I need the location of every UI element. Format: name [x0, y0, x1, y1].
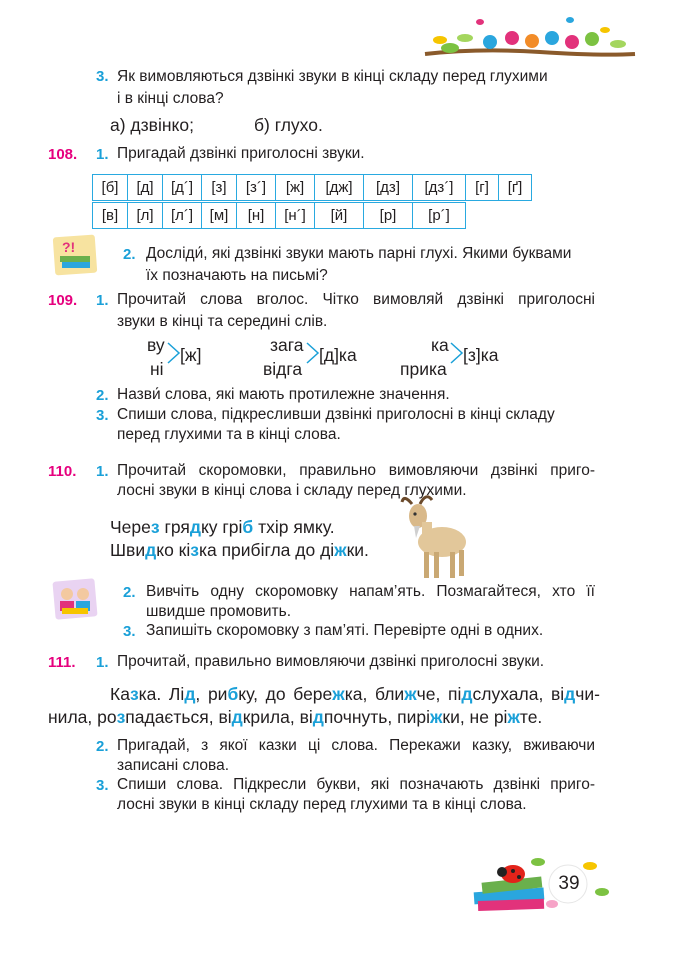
task-text: Спиши слова, підкресливши дзвінкі приголосні в кінці складу: [117, 406, 555, 423]
sound-cell: [д]: [128, 175, 163, 201]
text-segment: те.: [519, 707, 543, 727]
sound-cell: [м]: [202, 203, 237, 229]
sound-cell: [ж]: [276, 175, 315, 201]
text-segment: тхір ямку.: [253, 517, 335, 537]
task-text: Назви́ слова, які мають протилежне значення.: [117, 386, 450, 403]
highlighted-letter: б: [242, 517, 254, 537]
highlighted-letter: д: [231, 707, 243, 727]
highlighted-letter: ж: [334, 540, 347, 560]
task-text: перед глухими та в кінці слова.: [117, 426, 341, 443]
task-text: звуки в кінці та середині слів.: [117, 313, 328, 330]
bracket-connector: [306, 340, 320, 366]
highlighted-letter: з: [129, 684, 139, 704]
sound-cell: [ґ]: [499, 175, 532, 201]
task-text: лосні звуки в кінці слова і складу перед глухими.: [117, 482, 467, 499]
text-segment: ка. Лі: [138, 684, 185, 704]
page-number: 39: [558, 873, 580, 894]
task-number: 2.: [96, 738, 109, 755]
tongue-twister-2: [110, 537, 369, 563]
sound-cell: [дз]: [364, 175, 413, 201]
task-number: 2.: [123, 584, 136, 601]
text-segment: че, пі: [416, 684, 462, 704]
exercise-number: 108.: [48, 146, 78, 163]
task-text: Прочитай слова вголос. Чітко вимовляй дзвінкі приголосні: [117, 291, 595, 308]
highlighted-letter: ж: [332, 684, 345, 704]
text-segment: Ка: [110, 684, 130, 704]
highlighted-letter: ж: [507, 707, 520, 727]
svg-text:?!: ?!: [62, 239, 76, 255]
fairy-tale-words-line2: [48, 704, 542, 730]
task-number: 1.: [96, 292, 109, 309]
task-text: записані слова.: [117, 757, 230, 774]
text-segment: ки.: [346, 540, 369, 560]
text-segment: слухала, ві: [472, 684, 565, 704]
sound-cell: [л´]: [163, 203, 202, 229]
text-segment: , ри: [195, 684, 228, 704]
text-segment: ка прибігла до ді: [198, 540, 335, 560]
sound-cell: [р]: [364, 203, 413, 229]
task-number: 3.: [123, 623, 136, 640]
task-text: Вивчіть одну скоромовку напам’ять. Позмагайтеся, хто її: [146, 583, 595, 600]
sound-cell: [з´]: [237, 175, 276, 201]
task-text: і в кінці слова?: [117, 90, 224, 107]
text-segment: почнуть, пирі: [323, 707, 430, 727]
text-segment: Чере: [110, 517, 151, 537]
bracket-connector: [167, 340, 181, 366]
sound-cell: [д´]: [163, 175, 202, 201]
sound-cell: [й]: [315, 203, 364, 229]
task-number: 3.: [96, 68, 109, 85]
group-work-icon: [52, 578, 98, 620]
text-segment: Шви: [110, 540, 146, 560]
task-text: лосні звуки в кінці складу перед глухими та в кінці слова.: [117, 796, 527, 813]
exercise-number: 109.: [48, 292, 78, 309]
word-part: ка: [431, 335, 449, 355]
sound-cell: [б]: [93, 175, 128, 201]
task-number: 1.: [96, 463, 109, 480]
highlighted-letter: б: [227, 684, 239, 704]
text-segment: падається, ві: [125, 707, 232, 727]
research-books-icon: [52, 234, 98, 276]
text-segment: ку, до бере: [238, 684, 333, 704]
sound-cell: [г]: [466, 175, 499, 201]
text-segment: ко кі: [156, 540, 191, 560]
task-text: їх позначають на письмі?: [146, 267, 328, 284]
highlighted-letter: ж: [429, 707, 443, 727]
sound-cell: [л]: [128, 203, 163, 229]
highlighted-letter: д: [312, 707, 324, 727]
birds-branch-ornament: [420, 8, 640, 68]
task-number: 3.: [96, 777, 109, 794]
text-segment: чи-: [575, 684, 600, 704]
word-part: прика: [400, 359, 447, 379]
task-number: 1.: [96, 146, 109, 163]
bracket-connector: [450, 340, 464, 366]
sound-cell: [в]: [93, 203, 128, 229]
sound-cell: [дж]: [315, 175, 364, 201]
word-part: зага: [270, 335, 304, 355]
task-number: 3.: [96, 407, 109, 424]
text-segment: нила, ро: [48, 707, 117, 727]
highlighted-letter: д: [564, 684, 576, 704]
highlighted-letter: д: [145, 540, 157, 560]
goat-illustration: [398, 494, 470, 582]
task-text: Спиши слова. Підкресли букви, які позначають дзвінкі приго-: [117, 776, 595, 793]
text-segment: ки, не рі: [442, 707, 508, 727]
highlighted-letter: з: [150, 517, 160, 537]
exercise-number: 110.: [48, 463, 77, 480]
answer-option-a: а) дзвінко;: [110, 115, 194, 135]
answer-option-b: б) глухо.: [254, 115, 323, 135]
highlighted-letter: ж: [404, 684, 417, 704]
highlighted-letter: з: [190, 540, 199, 560]
voiced-sounds-table-row1: [92, 174, 532, 201]
task-text: Прочитай скоромовки, правильно вимовляючи дзвінкі приго-: [117, 462, 595, 479]
task-text: Як вимовляються дзвінкі звуки в кінці складу перед глухими: [117, 68, 548, 85]
word-part: ву: [147, 335, 165, 355]
highlighted-letter: д: [184, 684, 196, 704]
word-sound: [з]ка: [463, 345, 499, 365]
task-number: 2.: [123, 246, 136, 263]
sound-cell: [р´]: [413, 203, 466, 229]
highlighted-letter: з: [116, 707, 126, 727]
sound-cell: [дз´]: [413, 175, 466, 201]
task-number: 2.: [96, 387, 109, 404]
text-segment: гря: [159, 517, 190, 537]
highlighted-letter: д: [189, 517, 201, 537]
task-text: Пригадай, з якої казки ці слова. Перекажи казку, вживаючи: [117, 737, 595, 754]
voiced-sounds-table-row2: [92, 202, 466, 229]
highlighted-letter: д: [461, 684, 473, 704]
task-number: 1.: [96, 654, 109, 671]
task-text: Дослiди́, які дзвінкі звуки мають парні глухі. Якими буквами: [146, 245, 572, 262]
task-text: швидше промовить.: [146, 603, 292, 620]
sound-cell: [н´]: [276, 203, 315, 229]
word-sound: [д]ка: [319, 345, 357, 365]
task-text: Пригадай дзвінкі приголосні звуки.: [117, 145, 365, 162]
task-text: Запишіть скоромовку з пам’яті. Перевірте одні в одних.: [146, 622, 544, 639]
text-segment: ка, бли: [344, 684, 405, 704]
text-segment: ку грі: [200, 517, 243, 537]
word-part: ні: [150, 359, 164, 379]
word-part: відга: [263, 359, 303, 379]
exercise-number: 111.: [48, 654, 76, 671]
books-ladybug-ornament: [468, 852, 618, 916]
sound-cell: [з]: [202, 175, 237, 201]
sound-cell: [н]: [237, 203, 276, 229]
task-text: Прочитай, правильно вимовляючи дзвінкі приголосні звуки.: [117, 653, 545, 670]
text-segment: крила, ві: [242, 707, 313, 727]
word-sound: [ж]: [180, 345, 202, 365]
